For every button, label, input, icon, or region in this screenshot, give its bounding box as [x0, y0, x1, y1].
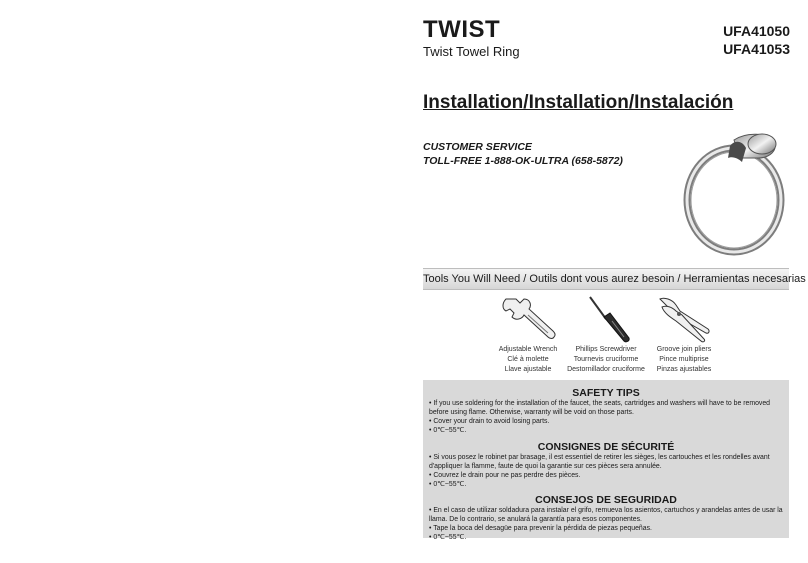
safety-item: • En el caso de utilizar soldadura para instalar el grifo, remueva los asientos, cartuchos y arandelas antes de usar la llama. De lo contrario, se anulará la garantía para esos componentes. — [429, 507, 783, 523]
model-numbers — [723, 22, 790, 58]
safety-panel — [423, 380, 789, 541]
safety-item: • Si vous posez le robinet par brasage, il est essentiel de retirer les sièges, les cartouches et les rondelles avant d'appliquer la flamme, faute de quoi la garantie sur ces pièces sera annulée. — [429, 454, 770, 470]
model-number: UFA41050 — [723, 23, 790, 39]
product-name: Twist Towel Ring — [423, 44, 520, 59]
tool-label-fr: Clé à molette — [507, 356, 549, 363]
safety-item: • Tape la boca del desagüe para prevenir la pérdida de piezas pequeñas. — [429, 525, 652, 532]
towel-ring-image — [676, 128, 798, 264]
wrench-icon — [498, 293, 558, 345]
tool-groove-join-pliers — [634, 293, 734, 375]
safety-title-en: SAFETY TIPS — [572, 387, 640, 399]
safety-item: • If you use soldering for the installation of the faucet, the seats, cartridges and washers will have to be removed before using flame. Otherwise, warranty will be void on those parts. — [429, 400, 771, 416]
safety-item: • Couvrez le drain pour ne pas perdre des pièces. — [429, 472, 581, 479]
installation-heading: Installation/Installation/Instalación — [423, 92, 734, 113]
tool-label-en: Phillips Screwdriver — [575, 346, 637, 353]
tool-label-es: Llave ajustable — [504, 366, 552, 373]
tool-label-en: Groove join pliers — [656, 346, 712, 353]
safety-item: • 0℃~55℃. — [429, 481, 467, 488]
tool-label-fr: Tournevis cruciforme — [573, 356, 639, 363]
safety-title-es: CONSEJOS DE SEGURIDAD — [535, 494, 677, 506]
customer-service — [423, 140, 623, 168]
tools-header: Tools You Will Need / Outils dont vous aurez besoin / Herramientas necesarias — [423, 268, 789, 290]
safety-title-fr: CONSIGNES DE SÉCURITÉ — [537, 441, 675, 453]
tool-label-es: Destornillador cruciforme — [567, 366, 645, 373]
customer-service-phone: TOLL-FREE 1-888-OK-ULTRA (658-5872) — [423, 155, 623, 167]
tool-label-en: Adjustable Wrench — [498, 346, 558, 353]
tool-label-es: Pinzas ajustables — [656, 366, 712, 373]
safety-item: • 0℃~55℃. — [429, 427, 467, 434]
model-number: UFA41053 — [723, 41, 790, 57]
tool-label-fr: Pince multiprise — [659, 356, 709, 363]
brand-title: TWIST — [423, 16, 501, 43]
safety-item: • Cover your drain to avoid losing parts. — [429, 418, 550, 425]
screwdriver-icon — [576, 293, 636, 345]
pliers-icon — [654, 293, 714, 345]
safety-item: • 0℃~55℃. — [429, 534, 467, 541]
customer-service-label: CUSTOMER SERVICE — [423, 141, 532, 153]
